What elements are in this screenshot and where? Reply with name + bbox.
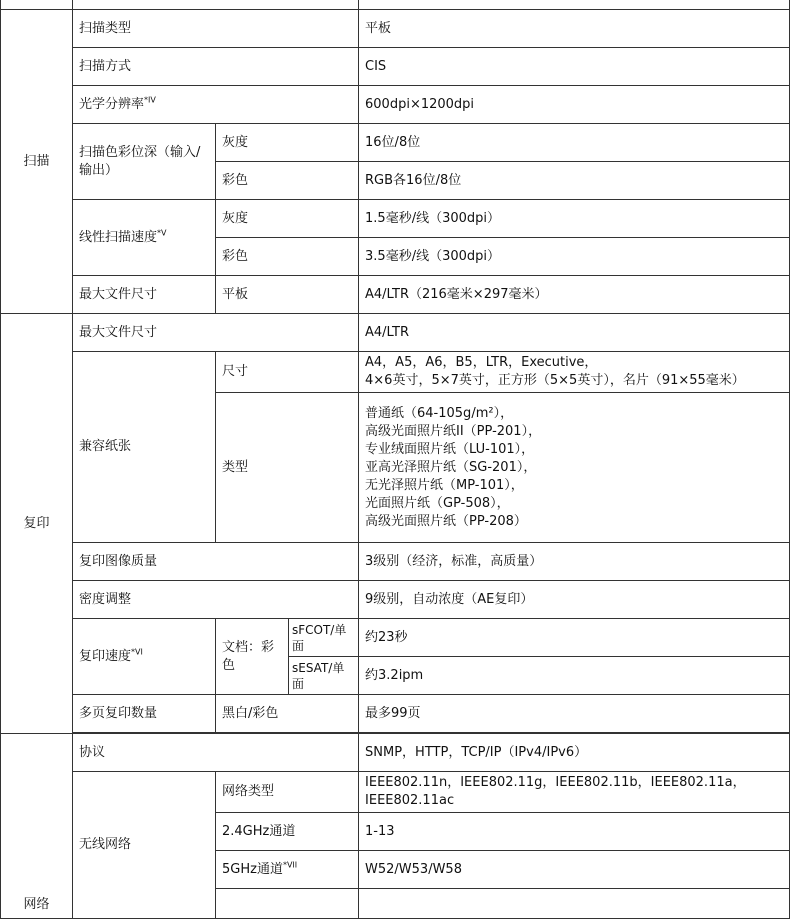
footnote-mark: *VII (282, 860, 298, 870)
value-line: IEEE802.11n，IEEE802.11g，IEEE802.11b，IEEE802.11a， (365, 775, 746, 790)
label-text: 5GHz通道 (222, 861, 283, 877)
row-value: 最多99页 (359, 695, 790, 733)
sub-sub-label: sFCOT/单面 (289, 619, 359, 657)
row-value: 1-13 (359, 813, 790, 851)
row-label: 协议 (73, 734, 359, 772)
value-line: 专业绒面照片纸（LU-101）， (365, 441, 535, 457)
row-value: RGB各16位/8位 (359, 162, 790, 200)
sub-label: 彩色 (216, 162, 359, 200)
sub-label: 黑白/彩色 (216, 695, 359, 733)
row-label: 密度调整 (73, 581, 359, 619)
table-row (1, 124, 790, 162)
value-line: 无光泽照片纸（MP-101）， (365, 477, 524, 493)
sub-label: 彩色 (216, 238, 359, 276)
row-value: 约3.2ipm (359, 657, 790, 695)
sub-label: 灰度 (216, 200, 359, 238)
category-network: 网络 (1, 734, 73, 919)
row-value: 1.5毫秒/线（300dpi） (359, 200, 790, 238)
row-value: 3级别（经济，标准，高质量） (359, 543, 790, 581)
row-label: 最大文件尺寸 (73, 276, 216, 314)
row-value: CIS (359, 48, 790, 86)
row-label: 无线网络 (73, 772, 216, 919)
row-label: 扫描类型 (73, 10, 359, 48)
value-line: IEEE802.11ac (365, 793, 455, 808)
row-value (359, 393, 790, 543)
table-row (1, 314, 790, 352)
value-line: A4，A5，A6，B5，LTR，Executive， (365, 355, 598, 370)
table-row (1, 543, 790, 581)
value-line: 光面照片纸（GP-508）， (365, 495, 510, 511)
table-row (1, 200, 790, 238)
footnote-mark: *V (157, 228, 167, 238)
row-label: 复印图像质量 (73, 543, 359, 581)
sub-label: 尺寸 (216, 352, 359, 393)
value-line: 高级光面照片纸II（PP-201）， (365, 423, 542, 439)
row-value: A4/LTR (359, 314, 790, 352)
label-text: 线性扫描速度 (79, 229, 158, 245)
sub-sub-label: sESAT/单面 (289, 657, 359, 695)
table-row (1, 581, 790, 619)
row-value: 平板 (359, 10, 790, 48)
sub-label: 类型 (216, 393, 359, 543)
value-line: 4×6英寸，5×7英寸，正方形（5×5英寸），名片（91×55毫米） (365, 373, 745, 388)
category-scan: 扫描 (1, 10, 73, 314)
row-label (73, 86, 359, 124)
row-value: 3.5毫秒/线（300dpi） (359, 238, 790, 276)
row-label: 扫描色彩位深（输入/输出） (73, 124, 216, 200)
row-value: W52/W53/W58 (359, 851, 790, 889)
table-row (1, 0, 790, 10)
table-row (1, 86, 790, 124)
row-label: 扫描方式 (73, 48, 359, 86)
row-value (359, 352, 790, 393)
row-value: 16位/8位 (359, 124, 790, 162)
sub-label: 网络类型 (216, 772, 359, 813)
row-value: 600dpi×1200dpi (359, 86, 790, 124)
category-copy: 复印 (1, 314, 73, 734)
row-value (359, 772, 790, 813)
row-label: 兼容纸张 (73, 352, 216, 543)
row-label (73, 200, 216, 276)
sub-label (216, 851, 359, 889)
value-line: 高级光面照片纸（PP-208） (365, 513, 527, 529)
row-value: A4/LTR（216毫米×297毫米） (359, 276, 790, 314)
table-row (1, 695, 790, 733)
row-value: SNMP，HTTP，TCP/IP（IPv4/IPv6） (359, 734, 790, 772)
table-row (1, 10, 790, 48)
value-line: 亚高光泽照片纸（SG-201）， (365, 459, 537, 475)
sub-label: 灰度 (216, 124, 359, 162)
row-value: 约23秒 (359, 619, 790, 657)
sub-label: 文档：彩色 (216, 619, 289, 695)
row-value: 9级别，自动浓度（AE复印） (359, 581, 790, 619)
row-label (73, 619, 216, 695)
table-row (1, 619, 790, 657)
table-row (1, 48, 790, 86)
table-row (1, 352, 790, 393)
sub-label: 2.4GHz通道 (216, 813, 359, 851)
table-row (1, 772, 790, 813)
label-text: 复印速度 (79, 648, 132, 664)
label-text: 光学分辨率 (79, 96, 145, 112)
row-label: 多页复印数量 (73, 695, 216, 733)
sub-label: 平板 (216, 276, 359, 314)
value-line: 普通纸（64-105g/m²）， (365, 405, 514, 421)
table-row (1, 276, 790, 314)
footnote-mark: *IV (144, 95, 156, 105)
table-row (1, 734, 790, 772)
row-label: 最大文件尺寸 (73, 314, 359, 352)
footnote-mark: *VI (131, 647, 143, 657)
